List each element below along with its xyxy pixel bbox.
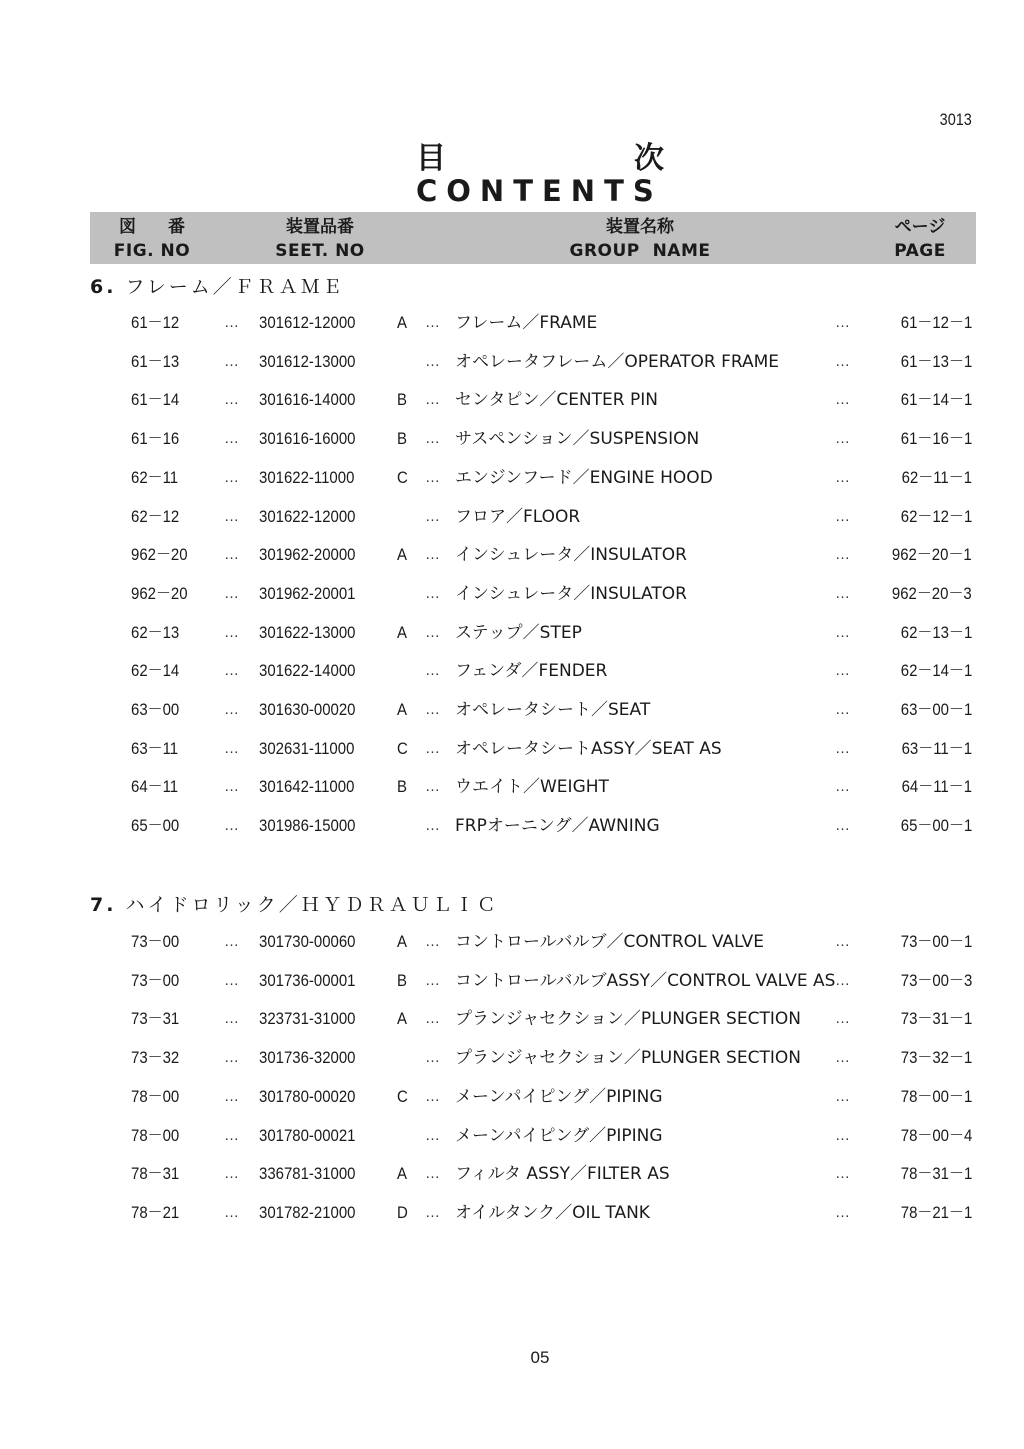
leader-dots: … <box>224 662 240 680</box>
table-header <box>90 212 976 264</box>
fig-no: 64－11 <box>131 777 179 797</box>
group-name: オペレータシートASSY／SEAT AS <box>455 738 722 759</box>
group-name: ステップ／STEP <box>455 622 582 643</box>
sheet-no: 301780-00021 <box>259 1125 356 1145</box>
group-name: センタピン／CENTER PIN <box>455 390 658 411</box>
leader-dots: … <box>224 507 240 525</box>
leader-dots: … <box>835 1126 851 1144</box>
page-reference[interactable]: 73－00－1 <box>900 932 972 951</box>
page-reference[interactable]: 78－21－1 <box>900 1202 972 1222</box>
page-reference[interactable]: 78－00－1 <box>900 1086 972 1106</box>
leader-dots: … <box>425 430 441 448</box>
contents-row[interactable] <box>0 308 1024 338</box>
leader-dots: … <box>425 817 441 835</box>
sheet-no: 336781-31000 <box>259 1164 356 1184</box>
group-name: フロア／FLOOR <box>455 506 581 527</box>
leader-dots: … <box>224 314 240 331</box>
leader-dots: … <box>835 352 851 370</box>
fig-no: 78－31 <box>131 1164 180 1184</box>
leader-dots: … <box>425 468 441 486</box>
leader-dots: … <box>224 584 240 602</box>
revision-letter: A <box>397 700 407 719</box>
group-name: オペレータフレーム／OPERATOR FRAME <box>455 351 780 372</box>
sheet-no: 301782-21000 <box>259 1202 356 1222</box>
leader-dots: … <box>425 391 441 409</box>
fig-no: 63－00 <box>131 700 180 719</box>
sheet-no: 301780-00020 <box>259 1086 356 1106</box>
page-reference[interactable]: 63－00－1 <box>900 700 972 719</box>
leader-dots: … <box>835 430 851 448</box>
leader-dots: … <box>425 1049 441 1067</box>
page-reference[interactable]: 962－20－1 <box>892 545 972 565</box>
section-number: 6. <box>90 276 117 298</box>
leader-dots: … <box>835 1087 851 1105</box>
leader-dots: … <box>224 1203 240 1221</box>
fig-no: 61－13 <box>131 351 180 371</box>
leader-dots: … <box>425 1010 441 1028</box>
leader-dots: … <box>835 391 851 409</box>
revision-letter: A <box>397 932 407 951</box>
group-name: エンジンフード／ENGINE HOOD <box>455 467 713 488</box>
page-reference[interactable]: 63－11－1 <box>901 738 972 758</box>
group-name: オペレータシート／SEAT <box>455 700 651 720</box>
sheet-no: 301986-15000 <box>259 816 356 836</box>
leader-dots: … <box>224 468 240 486</box>
leader-dots: … <box>224 391 240 409</box>
sheet-no: 301962-20000 <box>259 545 356 565</box>
column-header-fig-no <box>112 215 192 263</box>
fig-no: 78－00 <box>131 1086 180 1106</box>
contents-row[interactable] <box>0 618 1024 648</box>
contents-row[interactable] <box>0 734 1024 764</box>
revision-letter: C <box>397 1086 408 1106</box>
group-name: ウエイト／WEIGHT <box>455 777 609 798</box>
leader-dots: … <box>835 584 851 602</box>
contents-row[interactable] <box>0 695 1024 725</box>
fig-no: 61－12 <box>131 313 180 332</box>
sheet-no: 301622-13000 <box>259 622 356 642</box>
fig-no: 63－11 <box>131 738 179 758</box>
group-name: メーンパイピング／PIPING <box>455 1086 663 1107</box>
leader-dots: … <box>835 468 851 486</box>
sheet-no: 323731-31000 <box>259 1009 356 1029</box>
leader-dots: … <box>425 1126 441 1144</box>
fig-no: 73－31 <box>131 1009 180 1029</box>
leader-dots: … <box>224 546 240 564</box>
leader-dots: … <box>835 817 851 835</box>
fig-no: 962－20 <box>131 583 188 603</box>
group-name: フィルタ ASSY／FILTER AS <box>455 1164 670 1185</box>
page-reference[interactable]: 62－11－1 <box>901 467 972 487</box>
leader-dots: … <box>224 1049 240 1067</box>
fig-no: 78－00 <box>131 1125 180 1145</box>
contents-row[interactable] <box>0 966 1024 996</box>
leader-dots: … <box>835 314 851 331</box>
revision-letter: B <box>397 390 407 410</box>
sheet-no: 301616-16000 <box>259 429 356 449</box>
leader-dots: … <box>425 739 441 757</box>
leader-dots: … <box>425 584 441 602</box>
page-reference[interactable]: 62－13－1 <box>900 622 972 642</box>
sheet-no: 301962-20001 <box>259 583 356 603</box>
page-reference[interactable]: 61－13－1 <box>900 351 972 371</box>
contents-row[interactable] <box>0 1198 1024 1228</box>
group-name: インシュレータ／INSULATOR <box>455 545 687 566</box>
leader-dots: … <box>224 1087 240 1105</box>
leader-dots: … <box>224 971 240 989</box>
page-reference[interactable]: 62－14－1 <box>900 661 972 681</box>
leader-dots: … <box>224 701 240 718</box>
leader-dots: … <box>835 739 851 757</box>
column-header-page-jp: ページ <box>894 217 946 237</box>
contents-row[interactable] <box>0 540 1024 570</box>
group-name: コントロールバルブ／CONTROL VALVE <box>455 932 765 952</box>
leader-dots: … <box>835 1049 851 1067</box>
leader-dots: … <box>224 933 240 950</box>
page-reference[interactable]: 73－31－1 <box>900 1009 972 1029</box>
leader-dots: … <box>835 507 851 525</box>
leader-dots: … <box>835 971 851 989</box>
column-header-group-name <box>530 215 750 263</box>
leader-dots: … <box>224 1165 240 1183</box>
fig-no: 73－32 <box>131 1048 180 1068</box>
revision-letter: D <box>397 1202 408 1222</box>
page-reference[interactable]: 64－11－1 <box>901 777 972 797</box>
sheet-no: 301612-12000 <box>259 313 356 332</box>
page-reference[interactable]: 78－00－4 <box>900 1125 972 1145</box>
leader-dots: … <box>425 701 441 718</box>
sheet-no: 301622-14000 <box>259 661 356 681</box>
contents-row[interactable] <box>0 772 1024 802</box>
column-header-sheet-no-en: SEET. NO <box>275 241 365 261</box>
group-name: サスペンション／SUSPENSION <box>455 429 700 450</box>
contents-row[interactable] <box>0 1082 1024 1112</box>
leader-dots: … <box>425 971 441 989</box>
leader-dots: … <box>835 701 851 718</box>
section-number: 7. <box>90 894 117 916</box>
fig-no: 62－12 <box>131 506 180 526</box>
leader-dots: … <box>835 778 851 796</box>
sheet-no: 301630-00020 <box>259 700 356 719</box>
fig-no: 962－20 <box>131 545 188 565</box>
fig-no: 73－00 <box>131 932 180 951</box>
leader-dots: … <box>425 352 441 370</box>
leader-dots: … <box>224 352 240 370</box>
column-header-group-name-en: GROUP NAME <box>569 241 711 261</box>
leader-dots: … <box>835 1165 851 1183</box>
leader-dots: … <box>425 1087 441 1105</box>
group-name: フレーム／FRAME <box>455 313 598 333</box>
leader-dots: … <box>425 778 441 796</box>
fig-no: 62－11 <box>131 467 179 487</box>
column-header-group-name-jp: 装置名称 <box>606 217 674 237</box>
revision-letter: A <box>397 1009 407 1029</box>
footer-page-number: 05 <box>530 1348 550 1367</box>
document-number: 3013 <box>939 110 972 129</box>
contents-row[interactable] <box>0 502 1024 532</box>
revision-letter: A <box>397 1164 407 1184</box>
page-reference[interactable]: 78－31－1 <box>900 1164 972 1184</box>
sheet-no: 301616-14000 <box>259 390 356 410</box>
contents-row[interactable] <box>0 1004 1024 1034</box>
section-title: ハイドロリック／ＨＹＤＲＡＵＬＩＣ <box>125 894 499 916</box>
leader-dots: … <box>425 507 441 525</box>
column-header-sheet-no <box>260 215 380 263</box>
section-heading <box>90 890 499 917</box>
revision-letter: B <box>397 777 407 797</box>
title-jp-left: 目 <box>416 141 446 176</box>
page-reference[interactable]: 73－32－1 <box>900 1048 972 1068</box>
leader-dots: … <box>425 933 441 950</box>
section-heading <box>90 272 345 299</box>
contents-row[interactable] <box>0 463 1024 493</box>
leader-dots: … <box>425 1165 441 1183</box>
page-reference[interactable]: 61－16－1 <box>900 429 972 449</box>
leader-dots: … <box>224 778 240 796</box>
leader-dots: … <box>224 430 240 448</box>
page-reference[interactable]: 73－00－3 <box>900 970 972 990</box>
leader-dots: … <box>224 1010 240 1028</box>
contents-row[interactable] <box>0 1121 1024 1151</box>
group-name: インシュレータ／INSULATOR <box>455 583 687 604</box>
sheet-no: 301642-11000 <box>259 777 355 797</box>
section-title: フレーム／ＦＲＡＭＥ <box>125 276 345 298</box>
group-name: フェンダ／FENDER <box>455 661 608 682</box>
group-name: オイルタンク／OIL TANK <box>455 1202 650 1223</box>
contents-row[interactable] <box>0 579 1024 609</box>
group-name: プランジャセクション／PLUNGER SECTION <box>455 1009 801 1030</box>
group-name: コントロールバルブASSY／CONTROL VALVE AS <box>455 970 836 991</box>
contents-row[interactable] <box>0 1043 1024 1073</box>
leader-dots: … <box>835 933 851 950</box>
leader-dots: … <box>224 1126 240 1144</box>
page-reference[interactable]: 962－20－3 <box>892 583 972 603</box>
page-title: CONTENTS <box>416 174 663 208</box>
column-header-fig-no-jp: 図 番 <box>119 217 185 237</box>
leader-dots: … <box>835 546 851 564</box>
leader-dots: … <box>835 1203 851 1221</box>
leader-dots: … <box>224 817 240 835</box>
sheet-no: 301612-13000 <box>259 351 356 371</box>
column-header-fig-no-en: FIG. NO <box>113 241 191 261</box>
contents-row[interactable] <box>0 656 1024 686</box>
revision-letter: B <box>397 970 407 990</box>
contents-row[interactable] <box>0 927 1024 957</box>
fig-no: 62－14 <box>131 661 180 681</box>
page-reference[interactable]: 61－12－1 <box>900 313 972 332</box>
leader-dots: … <box>425 662 441 680</box>
contents-row[interactable] <box>0 1159 1024 1189</box>
column-header-sheet-no-jp: 装置品番 <box>286 217 354 237</box>
revision-letter: A <box>397 313 407 332</box>
sheet-no: 301730-00060 <box>259 932 356 951</box>
sheet-no: 301622-11000 <box>259 467 355 487</box>
revision-letter: C <box>397 738 408 758</box>
revision-letter: B <box>397 429 407 449</box>
fig-no: 65－00 <box>131 816 180 836</box>
leader-dots: … <box>835 1010 851 1028</box>
sheet-no: 302631-11000 <box>259 738 355 758</box>
contents-row[interactable] <box>0 347 1024 377</box>
fig-no: 73－00 <box>131 970 180 990</box>
sheet-no: 301622-12000 <box>259 506 356 526</box>
column-header-page-en: PAGE <box>894 241 946 261</box>
sheet-no: 301736-00001 <box>259 970 356 990</box>
revision-letter: A <box>397 622 407 642</box>
page-reference[interactable]: 62－12－1 <box>900 506 972 526</box>
contents-row[interactable] <box>0 811 1024 841</box>
revision-letter: C <box>397 467 408 487</box>
revision-letter: A <box>397 545 407 565</box>
title-jp-right: 次 <box>634 141 664 176</box>
contents-row[interactable] <box>0 385 1024 415</box>
page-reference[interactable]: 61－14－1 <box>900 390 972 410</box>
group-name: FRPオーニング／AWNING <box>455 816 660 837</box>
fig-no: 61－14 <box>131 390 180 410</box>
page-title-japanese <box>416 133 664 177</box>
page-reference[interactable]: 65－00－1 <box>900 816 972 836</box>
group-name: メーンパイピング／PIPING <box>455 1125 663 1146</box>
leader-dots: … <box>425 623 441 641</box>
leader-dots: … <box>835 662 851 680</box>
leader-dots: … <box>224 623 240 641</box>
fig-no: 61－16 <box>131 429 180 449</box>
group-name: プランジャセクション／PLUNGER SECTION <box>455 1048 801 1069</box>
leader-dots: … <box>224 739 240 757</box>
leader-dots: … <box>425 546 441 564</box>
sheet-no: 301736-32000 <box>259 1048 356 1068</box>
fig-no: 78－21 <box>131 1202 180 1222</box>
fig-no: 62－13 <box>131 622 180 642</box>
contents-row[interactable] <box>0 424 1024 454</box>
column-header-page <box>880 215 960 263</box>
leader-dots: … <box>425 314 441 331</box>
leader-dots: … <box>425 1203 441 1221</box>
leader-dots: … <box>835 623 851 641</box>
